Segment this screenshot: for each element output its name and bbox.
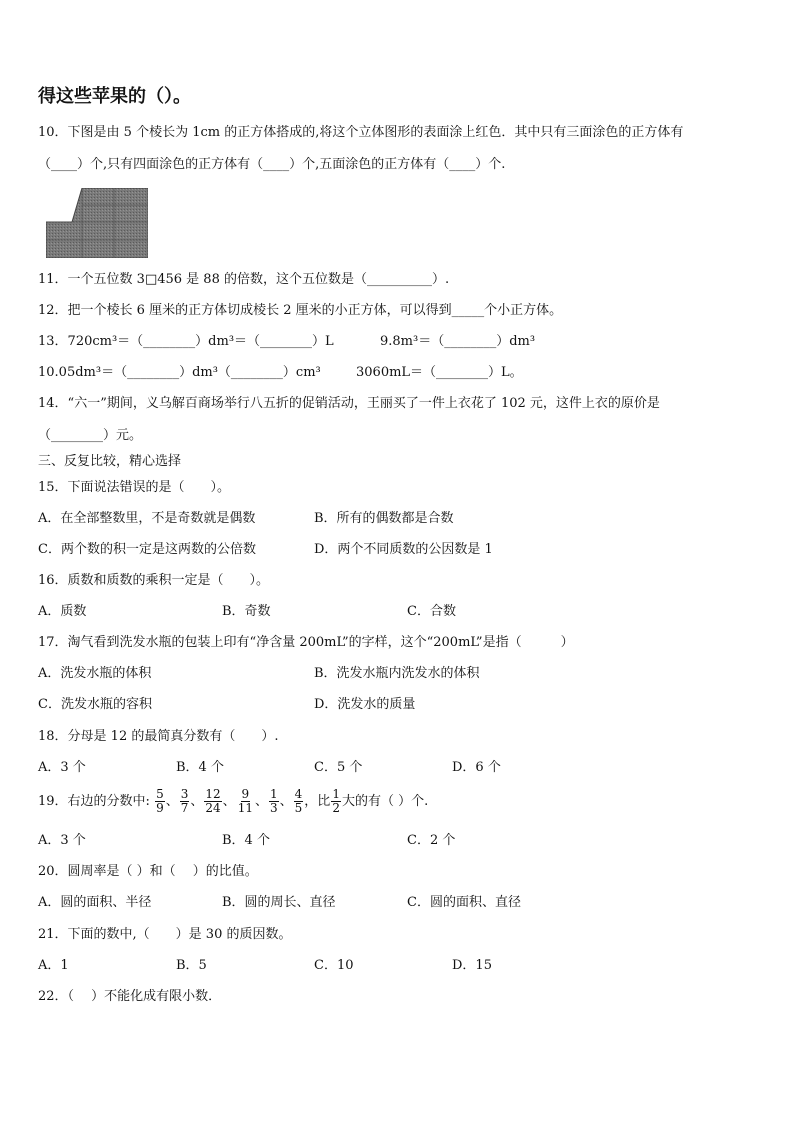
q19-compare-word: 比	[317, 794, 331, 809]
q15-option-d[interactable]: D．两个不同质数的公因数是 1	[314, 542, 493, 557]
q12: 12．把一个棱长 6 厘米的正方体切成棱长 2 厘米的小正方体，可以得到_____个小正方体。	[38, 303, 563, 318]
fraction: $\frac{3}{7}$	[180, 787, 189, 815]
q17-option-c[interactable]: C．洗发水瓶的容积	[38, 697, 152, 712]
q20-option-a[interactable]: A．圆的面积、半径	[38, 895, 152, 910]
q18-option-c[interactable]: C．5 个	[314, 760, 363, 775]
q16-option-a[interactable]: A．质数	[38, 604, 87, 619]
q18-stem: 18．分母是 12 的最简真分数有（ ）.	[38, 729, 279, 744]
q20-option-c[interactable]: C．圆的面积、直径	[407, 895, 521, 910]
q16-option-b[interactable]: B．奇数	[222, 604, 271, 619]
q19-suffix: 大的有（ ）个.	[341, 794, 429, 809]
q15-option-b[interactable]: B．所有的偶数都是合数	[314, 511, 454, 526]
q22-stem: 22．（ ）不能化成有限小数．	[38, 989, 222, 1004]
q18-option-d[interactable]: D．6 个	[452, 760, 501, 775]
q18-option-a[interactable]: A．3 个	[38, 760, 86, 775]
q15-stem: 15．下面说法错误的是（ ）。	[38, 480, 231, 495]
q15-option-a[interactable]: A．在全部整数里，不是奇数就是偶数	[38, 511, 256, 526]
q20-stem: 20．圆周率是（ ）和（ ）的比值。	[38, 864, 258, 879]
previous-question-fragment: 得这些苹果的（）。	[38, 86, 191, 107]
q16-option-c[interactable]: C．合数	[407, 604, 456, 619]
q20-option-b[interactable]: B．圆的周长、直径	[222, 895, 336, 910]
q11: 11．一个五位数 3□456 是 88 的倍数，这个五位数是（__________）.	[38, 272, 450, 287]
q16-stem: 16．质数和质数的乘积一定是（ ）。	[38, 573, 270, 588]
section-heading: 三、反复比较，精心选择	[38, 454, 182, 469]
cube-figure	[46, 188, 148, 258]
q13-part3: 10.05dm³＝（________）dm³（________）cm³	[38, 365, 321, 380]
q18-option-b[interactable]: B．4 个	[176, 760, 224, 775]
fraction: $\frac{9}{11}$	[237, 787, 253, 815]
fraction: $\frac{1}{3}$	[269, 787, 278, 815]
reference-fraction: $\frac{1}{2}$	[332, 787, 340, 815]
q21-option-d[interactable]: D．15	[452, 958, 492, 973]
q14-line1: 14．“六一”期间，义乌解百商场举行八五折的促销活动，王丽买了一件上衣花了 102 元，这件上衣的原价是	[38, 396, 660, 411]
q17-stem: 17．淘气看到洗发水瓶的包装上印有“净含量 200mL”的字样，这个“200mL”是指（ ）	[38, 635, 574, 650]
q10-line1: 10．下图是由 5 个棱长为 1cm 的正方体搭成的,将这个立体图形的表面涂上红色．其中只有三面涂色的正方体有	[38, 125, 684, 140]
fraction: $\frac{5}{9}$	[156, 787, 164, 815]
q21-option-a[interactable]: A．1	[38, 958, 69, 973]
fraction: $\frac{12}{24}$	[205, 787, 221, 815]
q19-option-b[interactable]: B．4 个	[222, 833, 270, 848]
q19-option-a[interactable]: A．3 个	[38, 833, 86, 848]
q13-part1: 13．720cm³＝（________）dm³＝（________）L	[38, 334, 334, 349]
q13-part4: 3060mL＝（________）L。	[356, 365, 523, 380]
q13-part2: 9.8m³＝（________）dm³	[380, 334, 536, 349]
q17-option-a[interactable]: A．洗发水瓶的体积	[38, 666, 152, 681]
q21-option-c[interactable]: C．10	[314, 958, 354, 973]
q14-line2: （________）元。	[38, 428, 143, 443]
q19-option-c[interactable]: C．2 个	[407, 833, 456, 848]
q19-stem: 19．右边的分数中: $\frac{5}{9}$ 、 $\frac{3}{7}$ 、 $\frac{12}{24}$ 、 $\frac{9}{11}$ 、 $\frac{1}{3}$ 、 $\frac{4}{5}$ ，比 $\frac{1}{2}$ 大的有（ ）个.	[38, 787, 429, 815]
q10-line2: （____）个,只有四面涂色的正方体有（____）个,五面涂色的正方体有（____）个.	[38, 157, 506, 172]
q21-option-b[interactable]: B．5	[176, 958, 207, 973]
q21-stem: 21．下面的数中,（ ）是 30 的质因数。	[38, 927, 292, 942]
q19-prefix: 19．右边的分数中:	[38, 794, 150, 809]
q17-option-d[interactable]: D．洗发水的质量	[314, 697, 416, 712]
q15-option-c[interactable]: C．两个数的积一定是这两数的公倍数	[38, 542, 256, 557]
q17-option-b[interactable]: B．洗发水瓶内洗发水的体积	[314, 666, 480, 681]
fraction: $\frac{4}{5}$	[294, 787, 303, 815]
